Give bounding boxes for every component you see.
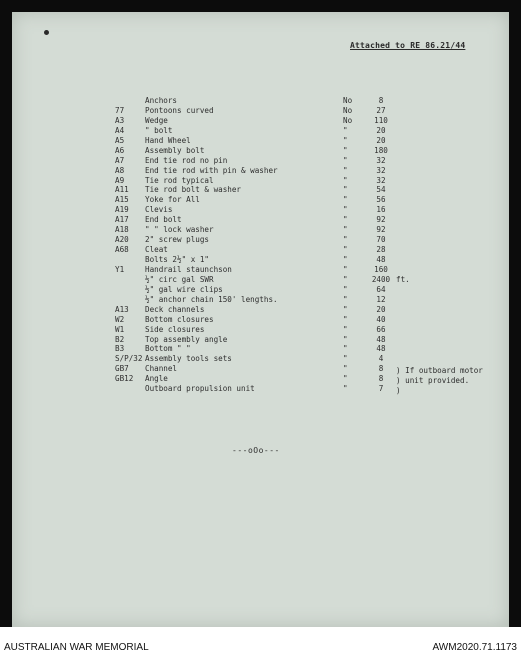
list-item (0, 255, 521, 265)
item-quantity: 40 (376, 314, 386, 324)
list-item (0, 116, 521, 126)
item-quantity: 27 (376, 105, 386, 115)
item-description: 2" screw plugs (145, 235, 210, 245)
item-unit: " (343, 314, 348, 324)
item-quantity: 20 (376, 304, 386, 314)
item-quantity: 4 (378, 354, 384, 364)
item-quantity: 16 (376, 205, 386, 215)
item-code: B3 (115, 344, 125, 354)
list-item (0, 205, 521, 215)
item-unit: " (343, 185, 348, 195)
item-quantity: 8 (378, 364, 384, 374)
item-unit: No (343, 96, 353, 105)
list-item (0, 235, 521, 245)
item-quantity: 20 (376, 135, 386, 145)
item-quantity: 92 (376, 225, 386, 235)
item-quantity: 48 (376, 344, 386, 354)
item-unit: " (343, 135, 348, 145)
item-code: B2 (115, 334, 125, 344)
item-quantity: 48 (376, 255, 386, 264)
item-unit: " (343, 364, 348, 374)
item-unit: " (343, 354, 348, 364)
item-description: Anchors (145, 96, 178, 105)
item-description: Tie rod typical (145, 175, 214, 185)
list-item (0, 315, 521, 325)
list-item (0, 146, 521, 156)
item-quantity: 64 (376, 284, 386, 294)
item-code: A11 (115, 185, 129, 195)
item-code: A68 (115, 245, 129, 255)
item-unit: " (343, 215, 348, 225)
item-quantity: 8 (378, 96, 384, 105)
item-code: GB12 (115, 374, 134, 384)
list-item (0, 275, 521, 285)
list-item (0, 185, 521, 195)
item-code: A7 (115, 155, 125, 165)
item-code: A5 (115, 135, 125, 145)
item-description: Cleat (145, 245, 168, 255)
item-description: Bolts 2½" x 1" (145, 255, 210, 264)
list-item (0, 295, 521, 305)
item-description: Hand Wheel (145, 135, 191, 145)
item-unit: " (343, 304, 348, 314)
item-code: A17 (115, 215, 129, 225)
list-item (0, 215, 521, 225)
item-code: A8 (115, 165, 125, 175)
item-quantity: 92 (376, 215, 386, 225)
item-description: Top assembly angle (145, 334, 228, 344)
item-quantity: 28 (376, 245, 386, 255)
list-item (0, 96, 521, 106)
item-extra: ft. (396, 274, 410, 284)
item-code: A19 (115, 205, 129, 215)
item-quantity: 66 (376, 324, 386, 334)
item-code: A3 (115, 115, 125, 125)
note-line-1: ) If outboard motor (396, 366, 483, 375)
item-quantity: 56 (376, 195, 386, 205)
item-description: Wedge (145, 115, 168, 125)
item-code: A4 (115, 125, 125, 135)
item-unit: " (343, 235, 348, 245)
item-description: Tie rod bolt & washer (145, 185, 242, 195)
item-code: A6 (115, 145, 125, 155)
item-code: W1 (115, 324, 125, 334)
list-item (0, 106, 521, 116)
item-description: " bolt (145, 125, 173, 135)
item-unit: " (343, 334, 348, 344)
list-item (0, 166, 521, 176)
item-description: ½" anchor chain 150' lengths. (145, 294, 278, 304)
item-code: GB7 (115, 364, 129, 374)
item-quantity: 54 (376, 185, 386, 195)
item-unit: " (343, 145, 348, 155)
item-quantity: 32 (376, 175, 386, 185)
item-code: A18 (115, 225, 129, 235)
item-code: A20 (115, 235, 129, 245)
item-description: End tie rod no pin (145, 155, 228, 165)
item-quantity: 110 (374, 115, 388, 125)
footer-accession-number: AWM2020.71.1173 (432, 642, 517, 653)
item-unit: " (343, 284, 348, 294)
item-description: " " lock washer (145, 225, 214, 235)
item-unit: " (343, 274, 348, 284)
item-code: A15 (115, 195, 129, 205)
item-quantity: 70 (376, 235, 386, 245)
list-item (0, 354, 521, 364)
item-description: Bottom closures (145, 314, 214, 324)
outboard-note (396, 366, 483, 396)
item-description: Assembly bolt (145, 145, 205, 155)
inventory-list (0, 96, 521, 394)
item-unit: " (343, 155, 348, 165)
note-line-2: ) unit provided. (396, 376, 470, 385)
note-line-3: ) (396, 386, 401, 395)
item-unit: " (343, 195, 348, 205)
closing-mark: ---oOo--- (232, 446, 280, 455)
item-unit: " (343, 165, 348, 175)
list-item (0, 245, 521, 255)
item-quantity: 12 (376, 294, 386, 304)
item-unit: No (343, 115, 353, 125)
item-description: ½" circ gal SWR (145, 274, 214, 284)
list-item (0, 265, 521, 275)
item-description: Channel (145, 364, 178, 374)
item-code: Y1 (115, 264, 125, 274)
item-description: End bolt (145, 215, 182, 225)
item-unit: " (343, 344, 348, 354)
item-description: Bottom " " (145, 344, 191, 354)
item-code: S/P/32 (115, 354, 143, 364)
item-code: A13 (115, 304, 129, 314)
item-unit: " (343, 384, 348, 394)
list-item (0, 335, 521, 345)
item-unit: " (343, 255, 348, 264)
item-unit: " (343, 324, 348, 334)
item-description: ½" gal wire clips (145, 284, 223, 294)
item-unit: " (343, 374, 348, 384)
item-description: Outboard propulsion unit (145, 384, 255, 394)
item-description: Yoke for All (145, 195, 200, 205)
list-item (0, 176, 521, 186)
list-item (0, 225, 521, 235)
list-item (0, 325, 521, 335)
item-quantity: 32 (376, 155, 386, 165)
list-item (0, 285, 521, 295)
attachment-reference: Attached to RE 86.21/44 (350, 41, 466, 50)
list-item (0, 156, 521, 166)
item-unit: " (343, 125, 348, 135)
item-description: Angle (145, 374, 168, 384)
item-unit: " (343, 205, 348, 215)
item-description: Deck channels (145, 304, 205, 314)
item-description: End tie rod with pin & washer (145, 165, 278, 175)
item-code: W2 (115, 314, 125, 324)
item-unit: " (343, 264, 348, 274)
punch-hole (44, 30, 49, 35)
item-unit: No (343, 105, 353, 115)
item-quantity: 20 (376, 125, 386, 135)
item-quantity: 8 (378, 374, 384, 384)
item-code: A9 (115, 175, 125, 185)
list-item (0, 136, 521, 146)
list-item (0, 195, 521, 205)
item-unit: " (343, 294, 348, 304)
item-description: Assembly tools sets (145, 354, 232, 364)
item-description: Side closures (145, 324, 205, 334)
item-quantity: 180 (374, 145, 388, 155)
item-unit: " (343, 175, 348, 185)
item-description: Handrail staunchson (145, 264, 232, 274)
item-code: 77 (115, 105, 125, 115)
item-quantity: 7 (378, 384, 384, 394)
item-description: Pontoons curved (145, 105, 214, 115)
list-item (0, 305, 521, 315)
item-quantity: 160 (374, 264, 388, 274)
list-item (0, 126, 521, 136)
list-item (0, 344, 521, 354)
item-quantity: 48 (376, 334, 386, 344)
footer-bar (0, 627, 521, 653)
item-quantity: 2400 (371, 274, 391, 284)
item-quantity: 32 (376, 165, 386, 175)
item-unit: " (343, 225, 348, 235)
item-description: Clevis (145, 205, 173, 215)
footer-source: AUSTRALIAN WAR MEMORIAL (4, 642, 149, 653)
item-unit: " (343, 245, 348, 255)
